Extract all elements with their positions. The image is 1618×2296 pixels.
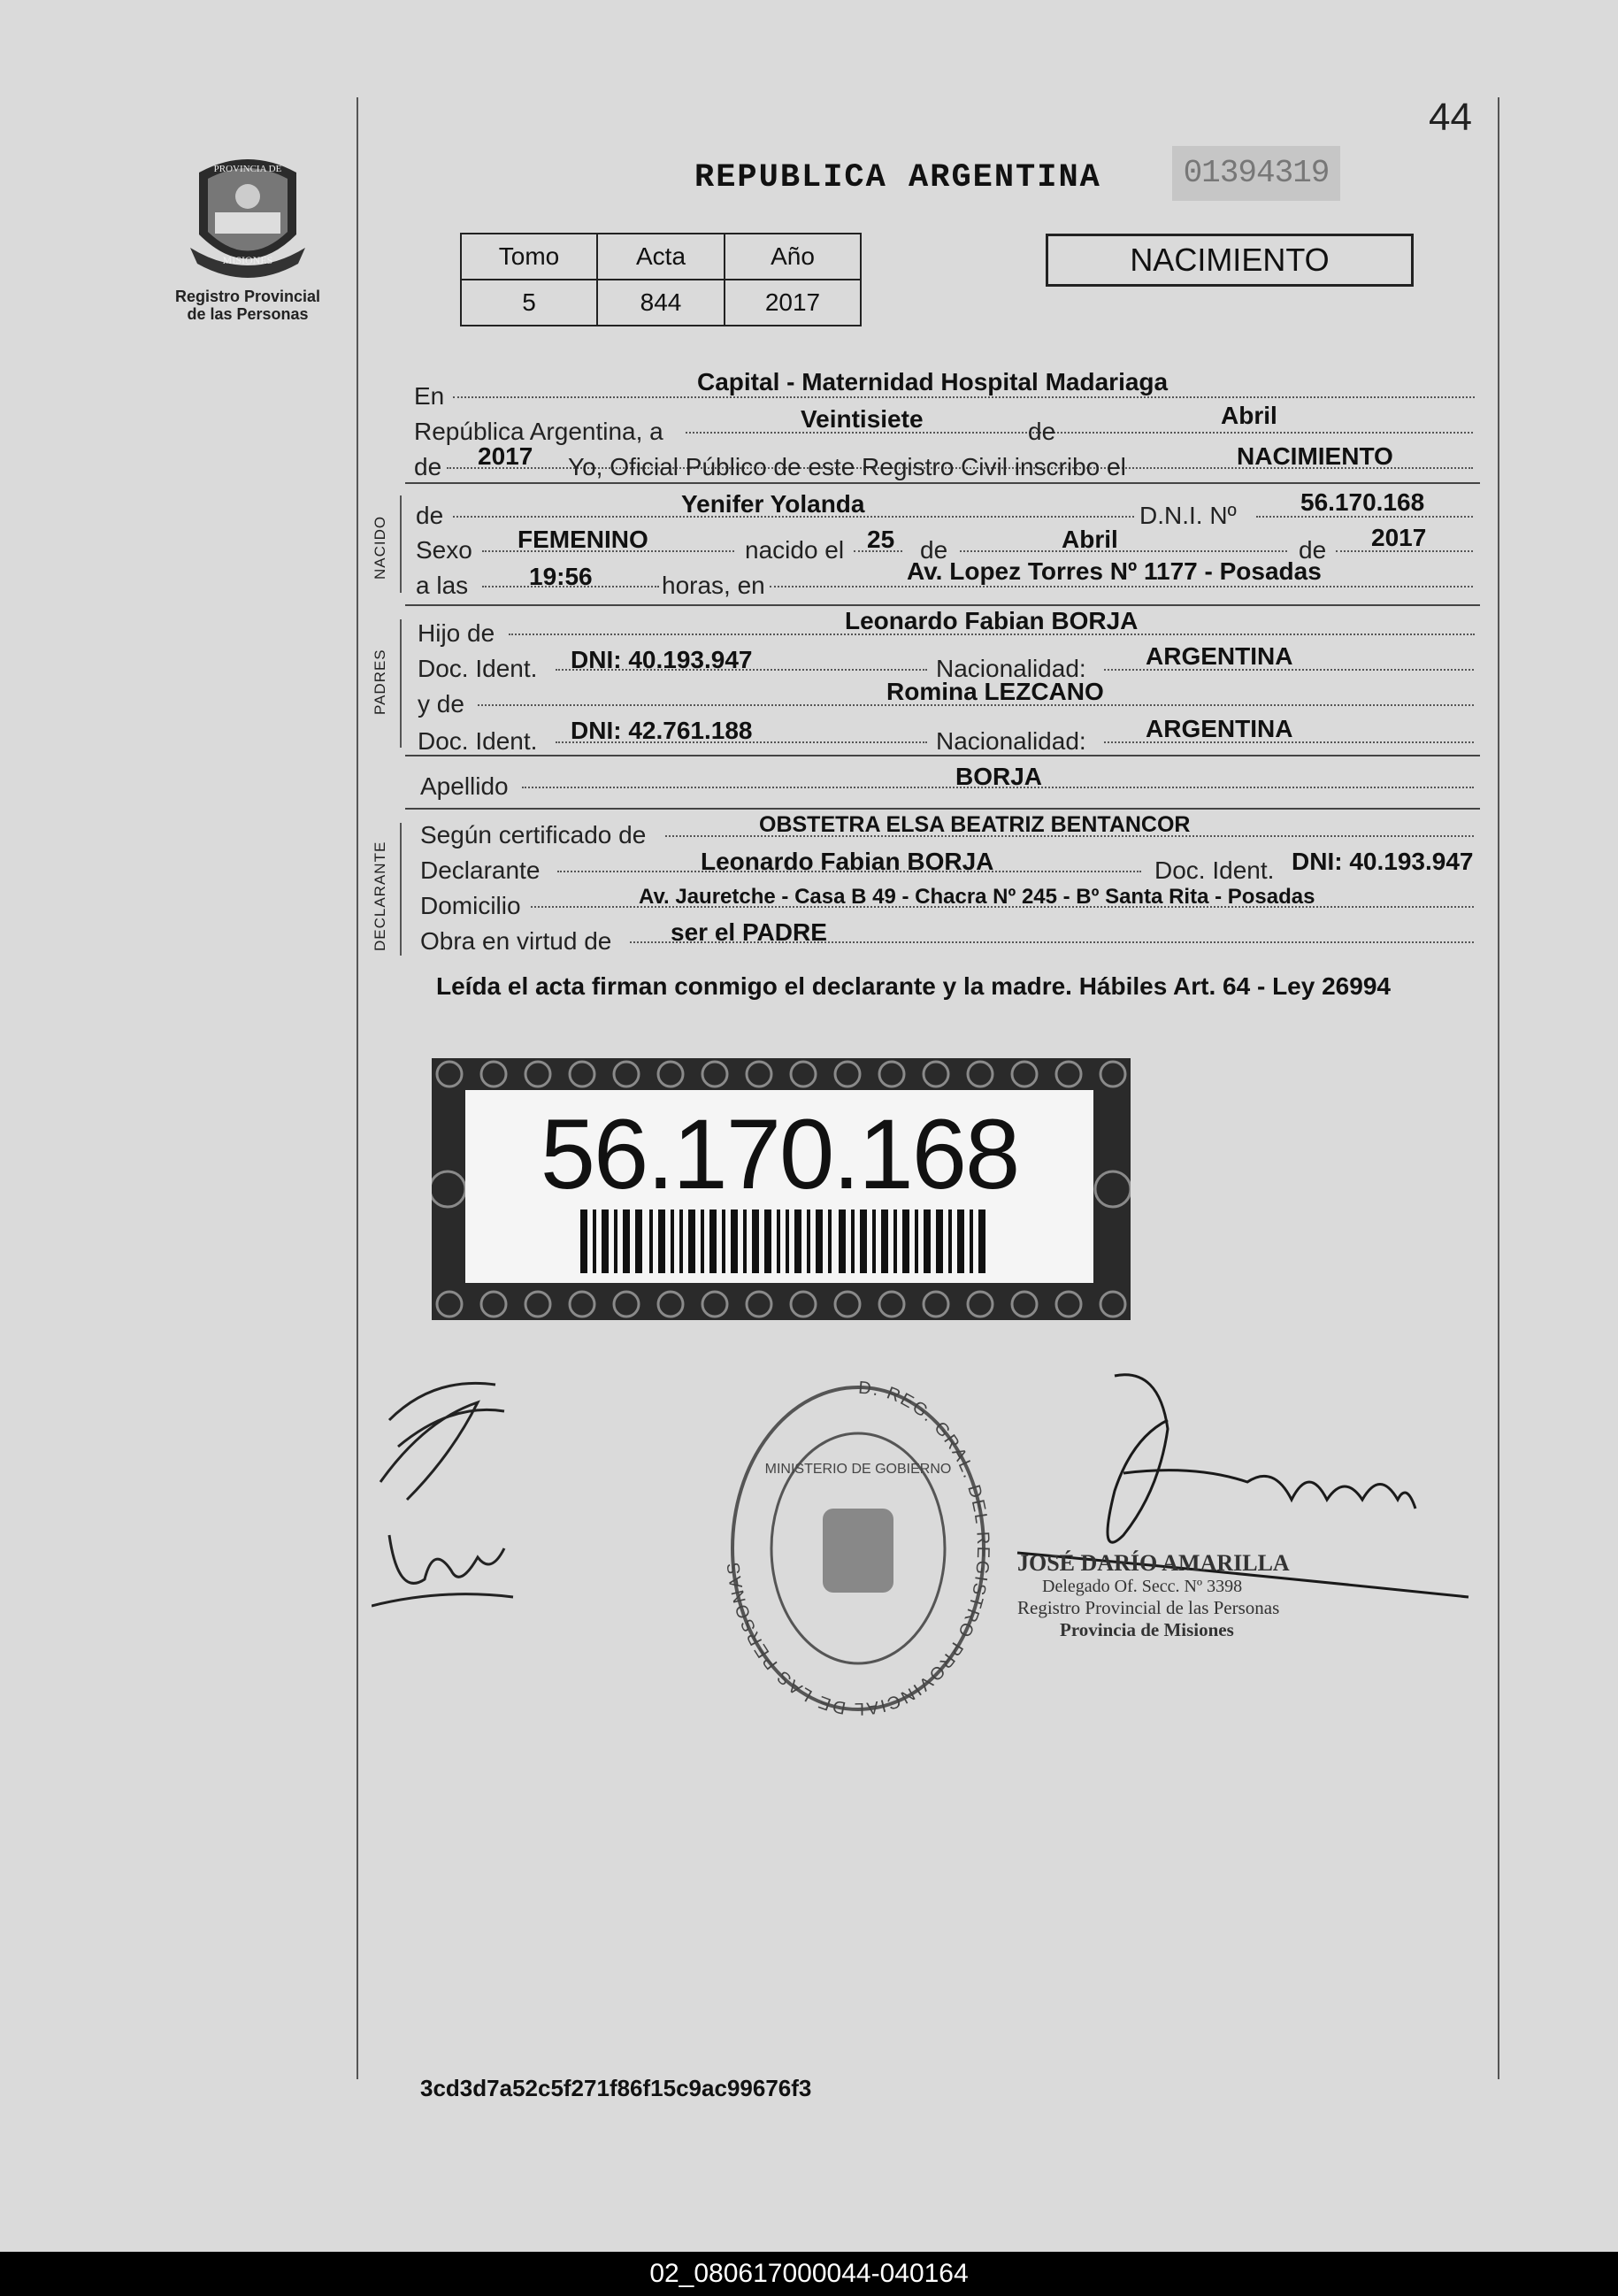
- de-label: de: [1028, 418, 1056, 445]
- dotted-line: [960, 550, 1287, 552]
- signer-province: Provincia de Misiones: [1060, 1619, 1234, 1640]
- horas-label: horas, en: [662, 572, 765, 599]
- acta-value: 844: [597, 280, 725, 326]
- padre-doc-value: DNI: 40.193.947: [571, 646, 753, 673]
- y-de-label: y de: [418, 690, 464, 718]
- nacido-section-label: NACIDO: [372, 515, 388, 580]
- registry-table: [460, 233, 862, 326]
- section-bar: [400, 823, 402, 956]
- file-id: 02_080617000044-040164: [649, 2259, 969, 2288]
- dni-value: 56.170.168: [1300, 488, 1425, 516]
- registry-logo: [159, 150, 336, 323]
- anio-value: 2017: [725, 280, 861, 326]
- logo-caption-1: Registro Provincial: [174, 288, 321, 305]
- dni-label: D.N.I. Nº: [1139, 502, 1237, 529]
- anio-value: 2017: [478, 442, 533, 470]
- declarante-label: Declarante: [420, 856, 541, 884]
- dia-texto-value: Veintisiete: [801, 405, 924, 433]
- handwritten-signature-icon: [372, 1367, 540, 1632]
- barcode-bars-icon: [580, 1209, 987, 1273]
- dotted-line: [770, 586, 1473, 587]
- signer-office: Registro Provincial de las Personas: [1017, 1597, 1280, 1618]
- stamp-inner-text: MINISTERIO DE GOBIERNO: [764, 1462, 952, 1477]
- nacido-de-label-2: de: [920, 536, 948, 564]
- madre-nac-label: Nacionalidad:: [936, 727, 1086, 755]
- barcode-number: 56.170.168: [540, 1099, 1019, 1209]
- lugar-value: Capital - Maternidad Hospital Madariaga: [697, 368, 1169, 395]
- nombre-value: Yenifer Yolanda: [681, 490, 865, 518]
- madre-doc-label: Doc. Ident.: [418, 727, 538, 755]
- section-divider: [405, 482, 1480, 484]
- padre-nac-label: Nacionalidad:: [936, 655, 1086, 682]
- padre-value: Leonardo Fabian BORJA: [845, 607, 1139, 634]
- nacido-de-label-3: de: [1299, 536, 1327, 564]
- declarante-doc-label: Doc. Ident.: [1154, 856, 1275, 884]
- inscribe-value: NACIMIENTO: [1237, 442, 1393, 470]
- apellido-value: BORJA: [955, 763, 1043, 790]
- tomo-header: Tomo: [461, 234, 597, 280]
- right-margin-line: [1498, 97, 1499, 2079]
- tomo-value: 5: [461, 280, 597, 326]
- padre-nac-value: ARGENTINA: [1146, 642, 1293, 670]
- hijo-de-label: Hijo de: [418, 619, 495, 647]
- domicilio-value: Av. Jauretche - Casa B 49 - Chacra Nº 245 - Bº Santa Rita - Posadas: [639, 885, 1315, 909]
- declarante-section-label: DECLARANTE: [372, 841, 388, 951]
- nacido-de-label: de: [416, 502, 444, 529]
- file-id-bar: [0, 2252, 1618, 2296]
- dotted-line: [453, 396, 1475, 398]
- official-stamp-icon: [721, 1376, 995, 1721]
- serial-number: 01394319: [1172, 146, 1340, 201]
- oficial-text: Yo, Oficial Público de este Registro Civil inscribo el: [568, 453, 1126, 480]
- a-las-label: a las: [416, 572, 469, 599]
- barcode-panel: [465, 1090, 1093, 1283]
- logo-caption-2: de las Personas: [187, 305, 309, 323]
- hora-value: 19:56: [529, 563, 593, 590]
- nacido-mes-value: Abril: [1062, 526, 1118, 553]
- seal-bottom-text: MISIONES: [222, 254, 273, 266]
- anio-pre-label: de: [414, 453, 442, 480]
- sexo-value: FEMENINO: [518, 526, 648, 553]
- section-bar: [400, 495, 402, 593]
- act-type-box: NACIMIENTO: [1046, 234, 1414, 287]
- certificado-value: OBSTETRA ELSA BEATRIZ BENTANCOR: [759, 812, 1191, 837]
- document-hash: 3cd3d7a52c5f271f86f15c9ac99676f3: [420, 2075, 812, 2101]
- section-bar: [400, 619, 402, 748]
- madre-doc-value: DNI: 42.761.188: [571, 717, 753, 744]
- sexo-label: Sexo: [416, 536, 472, 564]
- domicilio-label: Domicilio: [420, 892, 521, 919]
- padre-doc-label: Doc. Ident.: [418, 655, 538, 682]
- page-number: 44: [1429, 96, 1472, 139]
- signer-title: Delegado Of. Secc. Nº 3398: [1042, 1577, 1243, 1596]
- section-divider: [405, 808, 1480, 810]
- acta-header: Acta: [597, 234, 725, 280]
- leyenda-text: Leída el acta firman conmigo el declarante y la madre. Hábiles Art. 64 - Ley 26994: [436, 972, 1391, 1000]
- stamp-outer-text: D. REG. GRAL. DEL REGISTRO PROVINCIAL DE LAS PERSONAS: [724, 1378, 993, 1719]
- madre-nac-value: ARGENTINA: [1146, 715, 1293, 742]
- obra-label: Obra en virtud de: [420, 927, 612, 955]
- anio-header: Año: [725, 234, 861, 280]
- signer-name: JOSÉ DARÍO AMARILLA: [1017, 1550, 1290, 1576]
- section-divider: [405, 755, 1480, 756]
- nacido-anio-value: 2017: [1371, 524, 1427, 551]
- republica-label: República Argentina, a: [414, 418, 663, 445]
- lugar-nac-value: Av. Lopez Torres Nº 1177 - Posadas: [907, 557, 1322, 585]
- certificado-label: Según certificado de: [420, 821, 647, 849]
- apellido-label: Apellido: [420, 772, 509, 800]
- dia-value: 25: [867, 526, 895, 553]
- country-title: REPUBLICA ARGENTINA: [694, 159, 1101, 196]
- padres-section-label: PADRES: [372, 649, 388, 715]
- seal-top-text: PROVINCIA DE: [213, 164, 282, 174]
- dni-barcode-label: [432, 1058, 1131, 1320]
- province-shield-icon: [181, 150, 314, 283]
- signature-block: [1017, 1550, 1290, 1641]
- madre-value: Romina LEZCANO: [886, 678, 1104, 705]
- obra-value: ser el PADRE: [671, 918, 827, 946]
- section-divider: [405, 604, 1480, 606]
- nacido-el-label: nacido el: [745, 536, 845, 564]
- left-margin-line: [357, 97, 358, 2079]
- declarante-doc-value: DNI: 40.193.947: [1292, 848, 1474, 875]
- en-label: En: [414, 382, 445, 410]
- declarante-value: Leonardo Fabian BORJA: [701, 848, 994, 875]
- mes-value: Abril: [1221, 402, 1277, 429]
